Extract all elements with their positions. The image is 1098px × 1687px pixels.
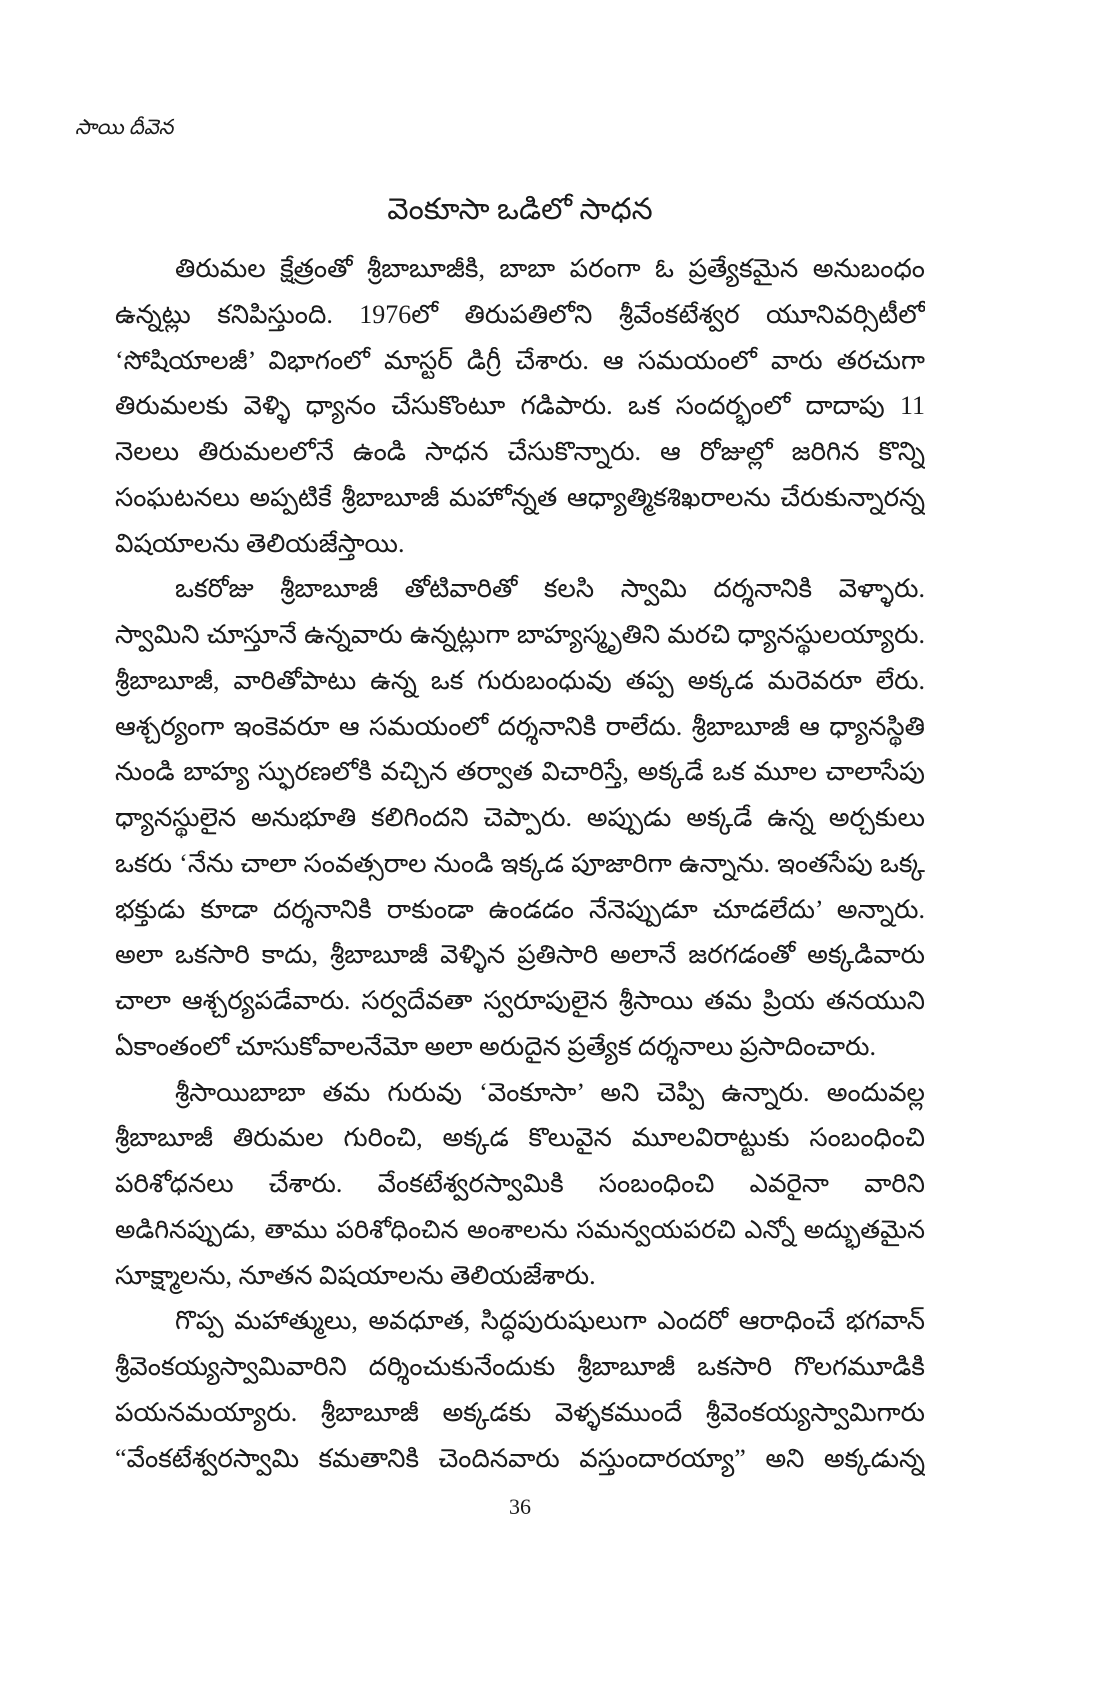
paragraph-line: నెలలు తిరుమలలోనే ఉండి సాధన చేసుకొన్నారు. ఆ రోజుల్లో జరిగిన కొన్ని xyxy=(115,437,925,466)
paragraph-line: చాలా ఆశ్చర్యపడేవారు. సర్వదేవతా స్వరూపులైన శ్రీసాయి తమ ప్రియ తనయుని xyxy=(115,986,925,1015)
paragraph-line: పయనమయ్యారు. శ్రీబాబూజీ అక్కడకు వెళ్ళకముందే శ్రీవెంకయ్యస్వామిగారు xyxy=(115,1397,925,1427)
paragraph-line: అడిగినప్పుడు, తాము పరిశోధించిన అంశాలను సమన్వయపరచి ఎన్నో అద్భుతమైన xyxy=(115,1214,925,1244)
paragraph-line: స్వామిని చూస్తూనే ఉన్నవారు ఉన్నట్లుగా బాహ్యస్మృతిని మరచి ధ్యానస్థులయ్యారు. xyxy=(115,620,925,649)
paragraph-line: శ్రీబాబూజీ, వారితోపాటు ఉన్న ఒక గురుబంధువు తప్ప అక్కడ మరెవరూ లేరు. xyxy=(115,665,925,695)
paragraph-line: ఒకరు ‘నేను చాలా సంవత్సరాల నుండి ఇక్కడ పూజారిగా ఉన్నాను. ఇంతసేపు ఒక్క xyxy=(115,848,925,878)
paragraph-line: ఆశ్చర్యంగా ఇంకెవరూ ఆ సమయంలో దర్శనానికి రాలేదు. శ్రీబాబూజీ ఆ ధ్యానస్థితి xyxy=(115,711,925,741)
page-number: 36 xyxy=(509,1494,531,1519)
paragraph-1 xyxy=(115,246,925,566)
paragraph-line: ఏకాంతంలో చూసుకోవాలనేమో అలా అరుదైన ప్రత్యేక దర్శనాలు ప్రసాదించారు. xyxy=(115,1031,876,1061)
paragraph-line: నుండి బాహ్య స్ఫురణలోకి వచ్చిన తర్వాత విచారిస్తే, అక్కడే ఒక మూల చాలాసేపు xyxy=(115,757,925,787)
paragraph-line: ఉన్నట్లు కనిపిస్తుంది. 1976లో తిరుపతిలోని శ్రీవేంకటేశ్వర యూనివర్సిటీలో xyxy=(115,299,925,329)
paragraph-line: ఒకరోజు శ్రీబాబూజీ తోటివారితో కలసి స్వామి దర్శనానికి వెళ్ళారు. xyxy=(175,574,925,604)
paragraph-line: సంఘటనలు అప్పటికే శ్రీబాబూజీ మహోన్నత ఆధ్యాత్మికశిఖరాలను చేరుకున్నారన్న xyxy=(115,482,925,512)
paragraph-line: తిరుమల క్షేత్రంతో శ్రీబాబూజీకి, బాబా పరంగా ఓ ప్రత్యేకమైన అనుబంధం xyxy=(175,254,925,283)
paragraph-line: గొప్ప మహాత్ములు, అవధూత, సిద్ధపురుషులుగా ఎందరో ఆరాధించే భగవాన్ xyxy=(175,1306,925,1336)
paragraph-line: అలా ఒకసారి కాదు, శ్రీబాబూజీ వెళ్ళిన ప్రతిసారి అలానే జరగడంతో అక్కడివారు xyxy=(115,940,925,970)
chapter-title: వెంకూసా ఒడిలో సాధన xyxy=(387,193,653,226)
paragraph-line: సూక్ష్మాలను, నూతన విషయాలను తెలియజేశారు. xyxy=(115,1260,596,1290)
paragraph-line: భక్తుడు కూడా దర్శనానికి రాకుండా ఉండడం నేనెప్పుడూ చూడలేదు’ అన్నారు. xyxy=(115,894,925,924)
paragraph-line: ‘సోషియాలజీ’ విభాగంలో మాస్టర్ డిగ్రీ చేశారు. ఆ సమయంలో వారు తరచుగా xyxy=(115,345,925,375)
paragraph-line: తిరుమలకు వెళ్ళి ధ్యానం చేసుకొంటూ గడిపారు. ఒక సందర్భంలో దాదాపు 11 xyxy=(115,391,925,421)
paragraph-line: శ్రీవెంకయ్యస్వామివారిని దర్శించుకునేందుకు శ్రీబాబూజీ ఒకసారి గొలగమూడికి xyxy=(115,1352,925,1381)
paragraph-line: శ్రీసాయిబాబా తమ గురువు ‘వెంకూసా’ అని చెప్పి ఉన్నారు. అందువల్ల xyxy=(175,1077,925,1107)
paragraph-line: శ్రీబాబూజీ తిరుమల గురించి, అక్కడ కొలువైన మూలవిరాట్టుకు సంబంధించి xyxy=(115,1123,925,1153)
paragraph-4 xyxy=(115,1298,925,1481)
running-head: సాయి దీవెన xyxy=(75,115,174,139)
paragraph-2 xyxy=(115,566,925,1069)
paragraph-line: “వేంకటేశ్వరస్వామి కమతానికి చెందినవారు వస్తుందారయ్యా” అని అక్కడున్న xyxy=(115,1443,925,1473)
body-text xyxy=(115,246,925,1481)
paragraph-line: విషయాలను తెలియజేస్తాయి. xyxy=(115,528,405,558)
paragraph-3 xyxy=(115,1070,925,1299)
paragraph-line: ధ్యానస్థులైన అనుభూతి కలిగిందని చెప్పారు. అప్పుడు అక్కడే ఉన్న అర్చకులు xyxy=(115,803,925,832)
paragraph-line: పరిశోధనలు చేశారు. వేంకటేశ్వరస్వామికి సంబంధించి ఎవరైనా వారిని xyxy=(115,1169,925,1198)
